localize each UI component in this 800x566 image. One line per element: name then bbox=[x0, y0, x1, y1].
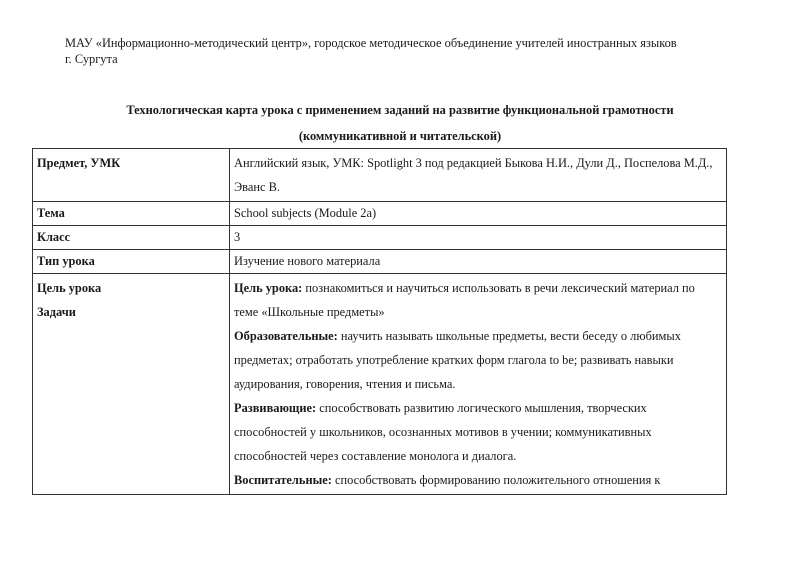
goal-label: Цель урока bbox=[37, 281, 102, 295]
tasks-label: Задачи bbox=[37, 305, 76, 319]
row-value: 3 bbox=[230, 226, 727, 250]
table-row-goals bbox=[33, 274, 727, 495]
row-label-goals bbox=[33, 274, 230, 495]
goal-heading: Цель урока: bbox=[234, 281, 303, 295]
goal-paragraph bbox=[234, 276, 722, 324]
developmental-text: способствовать развитию логического мышления, творческих способностей у школьников, осознанных мотивов в учении; коммуникативных способностей через составление монолога и диалога. bbox=[234, 401, 652, 463]
row-value: School subjects (Module 2a) bbox=[230, 202, 727, 226]
educational-paragraph bbox=[234, 324, 722, 396]
developmental-heading: Развивающие: bbox=[234, 401, 317, 415]
upbringing-heading: Воспитательные: bbox=[234, 473, 332, 487]
organization-line-2: г. Сургута bbox=[65, 52, 118, 66]
document-title-line-1: Технологическая карта урока с применением заданий на развитие функциональной грамотности bbox=[126, 103, 674, 117]
row-value: Английский язык, УМК: Spotlight 3 под редакцией Быкова Н.И., Дули Д., Поспелова М.Д., Эванс В. bbox=[230, 149, 727, 202]
organization-line-1: МАУ «Информационно-методический центр», городское методическое объединение учителей иностранных языков bbox=[65, 36, 677, 50]
document-title bbox=[60, 97, 740, 149]
upbringing-text: способствовать формированию положительного отношения к bbox=[331, 473, 661, 487]
document-title-line-2: (коммуникативной и читательской) bbox=[298, 129, 502, 143]
table-row-topic bbox=[33, 202, 727, 226]
educational-heading: Образовательные: bbox=[234, 329, 338, 343]
upbringing-paragraph bbox=[234, 468, 722, 492]
educational-text: научить называть школьные предметы, вести беседу о любимых предметах; отработать употребление кратких форм глагола to be; развивать навыки аудирования, говорения, чтения и письма. bbox=[234, 329, 681, 391]
row-label: Предмет, УМК bbox=[33, 149, 230, 202]
row-label: Класс bbox=[33, 226, 230, 250]
lesson-info-table bbox=[32, 148, 727, 495]
goals-content bbox=[230, 274, 727, 495]
organization-header bbox=[65, 35, 745, 67]
goal-text: познакомиться и научиться использовать в речи лексический материал по теме «Школьные предметы» bbox=[234, 281, 695, 319]
row-label: Тип урока bbox=[33, 250, 230, 274]
developmental-paragraph bbox=[234, 396, 722, 468]
table-row-lesson-type bbox=[33, 250, 727, 274]
table-row-subject bbox=[33, 149, 727, 202]
table-row-grade bbox=[33, 226, 727, 250]
row-value: Изучение нового материала bbox=[230, 250, 727, 274]
row-label: Тема bbox=[33, 202, 230, 226]
